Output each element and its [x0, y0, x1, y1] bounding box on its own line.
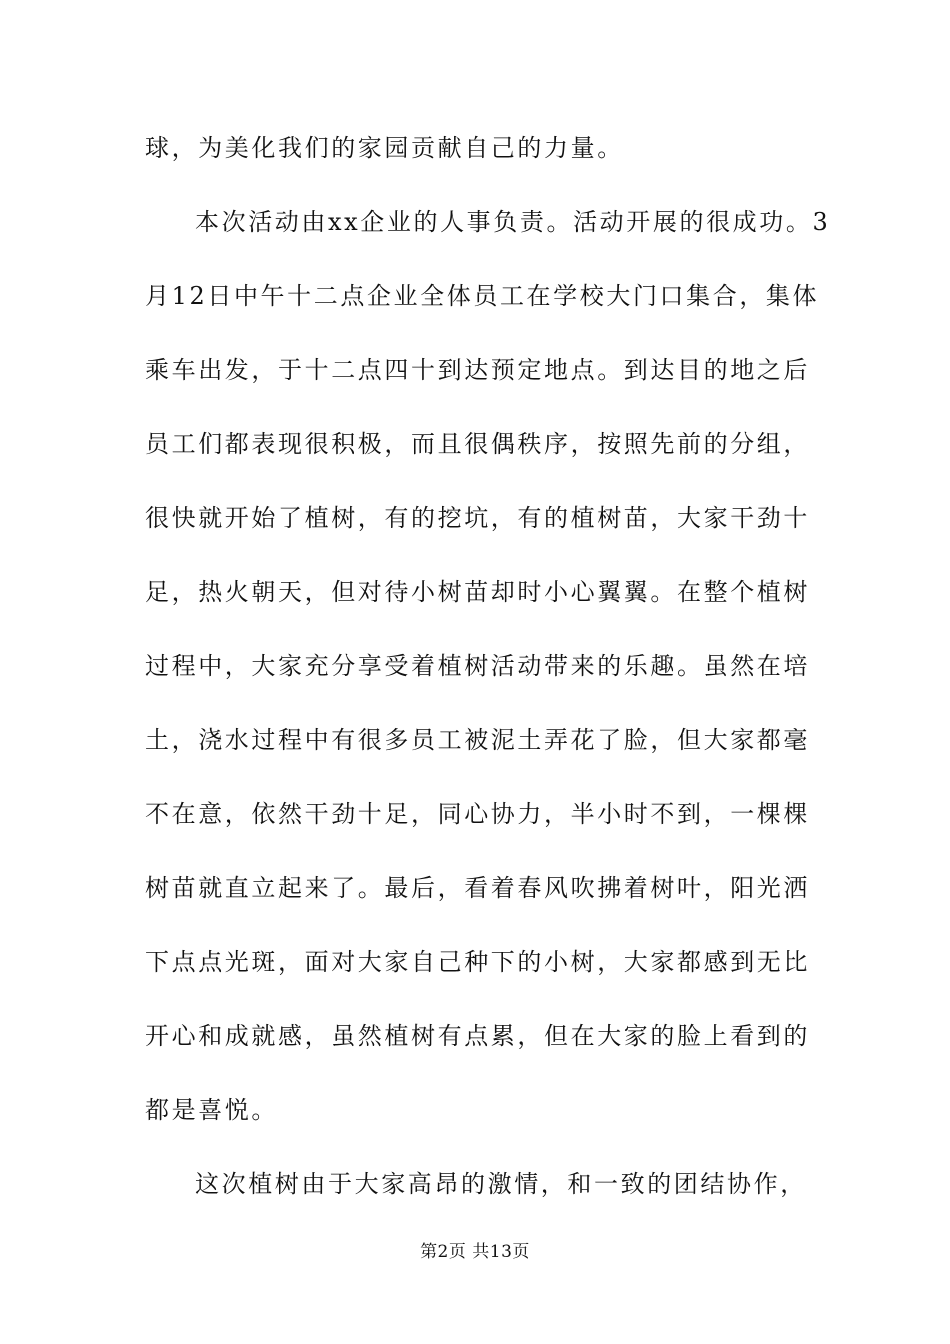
paragraph-line: 过程中，大家充分享受着植树活动带来的乐趣。虽然在培 — [145, 652, 810, 680]
paragraph-line: 足，热火朝天，但对待小树苗却时小心翼翼。在整个植树 — [145, 578, 810, 606]
paragraph-line: 不在意，依然干劲十足，同心协力，半小时不到，一棵棵 — [145, 800, 810, 828]
paragraph-line: 乘车出发，于十二点四十到达预定地点。到达目的地之后 — [145, 356, 810, 384]
paragraph-line: 开心和成就感，虽然植树有点累，但在大家的脸上看到的 — [145, 1022, 810, 1050]
paragraph-line: 很快就开始了植树，有的挖坑，有的植树苗，大家干劲十 — [145, 504, 810, 532]
paragraph-line: 月12日中午十二点企业全体员工在学校大门口集合，集体 — [145, 282, 820, 310]
paragraph-line: 这次植树由于大家高昂的激情，和一致的团结协作， — [195, 1170, 807, 1198]
page-number: 第2页 共13页 — [420, 1242, 530, 1262]
paragraph-line: 员工们都表现很积极，而且很偶秩序，按照先前的分组， — [145, 430, 810, 458]
paragraph-line: 本次活动由xx企业的人事负责。活动开展的很成功。3 — [195, 208, 831, 236]
paragraph-line: 树苗就直立起来了。最后，看着春风吹拂着树叶，阳光洒 — [145, 874, 810, 902]
paragraph-line: 都是喜悦。 — [145, 1096, 278, 1124]
paragraph-line: 下点点光斑，面对大家自己种下的小树，大家都感到无比 — [145, 948, 810, 976]
paragraph-line: 球，为美化我们的家园贡献自己的力量。 — [145, 134, 624, 162]
paragraph-line: 土，浇水过程中有很多员工被泥土弄花了脸，但大家都毫 — [145, 726, 810, 754]
